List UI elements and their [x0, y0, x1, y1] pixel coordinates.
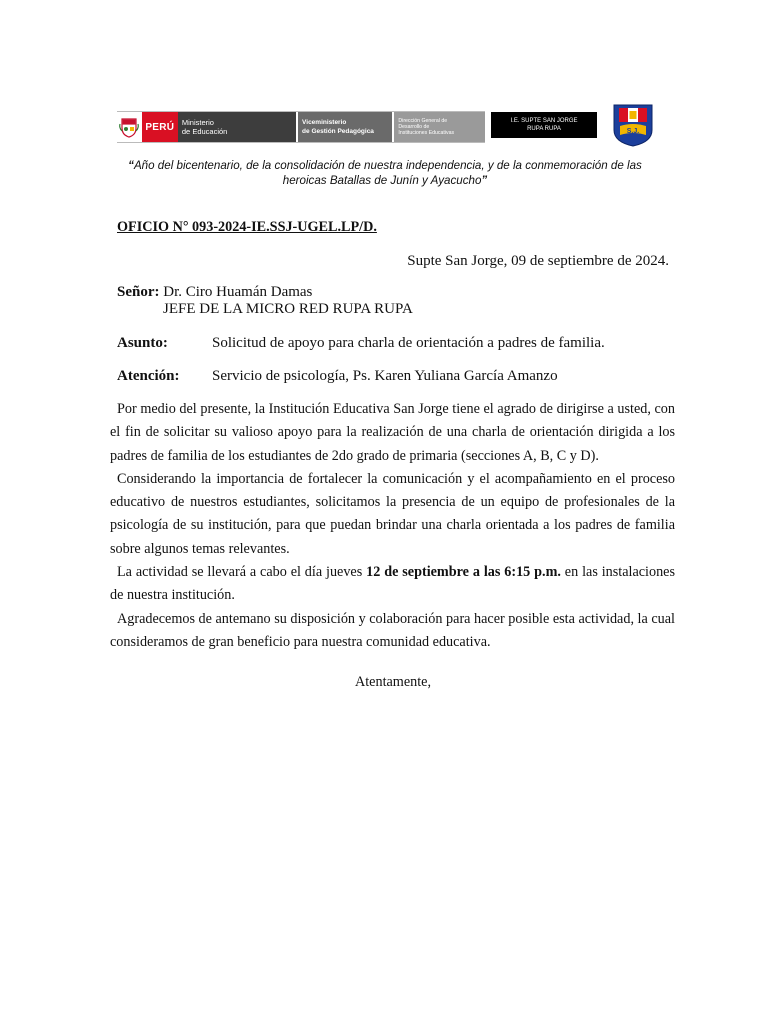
motto-close-quote: ”: [481, 174, 488, 187]
paragraph-3-a: La actividad se llevará a cabo el día jueves: [117, 564, 367, 581]
vice-line1: Viceministerio: [302, 119, 347, 126]
asunto-label: Asunto:: [117, 335, 168, 351]
direccion-line2: Desarrollo de: [398, 124, 430, 130]
crest-text: S.J.: [626, 128, 640, 135]
school-name-badge: [491, 112, 597, 138]
school-line2: RUPA RUPA: [527, 126, 561, 132]
attention-row: [117, 368, 558, 385]
viceministerio-label: [298, 112, 392, 142]
closing-salutation: Atentamente,: [354, 674, 432, 690]
oficio-number: OFICIO N° 093-2024-IE.SSJ-UGEL.LP/D.: [117, 219, 377, 235]
paragraph-2: Considerando la importancia de fortalecer la comunicación y el acompañamiento en el proceso educativo de nuestros estudiantes, solicitamos la presencia de un equipo de profesionales de la psicología de su institución, para que puedan brindar una charla orientada a los padres de familia sobre algunos temas relevantes.: [110, 470, 675, 557]
paragraph-4: Agradecemos de antemano su disposición y colaboración para hacer posible esta actividad, la cual consideramos de gran beneficio para nuestra comunidad educativa.: [110, 610, 675, 650]
paragraph-3: [110, 561, 675, 608]
school-crest-icon: [611, 102, 655, 148]
ministerio-line1: Ministerio: [181, 118, 214, 127]
paragraph-1: Por medio del presente, la Institución Educativa San Jorge tiene el agrado de dirigirse a usted, con el fin de solicitar su valioso apoyo para la realización de una charla de orientación dirigida a los padres de familia de los estudiantes de 2do grado de primaria (secciones A, B, C y D).: [110, 401, 675, 464]
direccion-label: [394, 112, 485, 142]
atencion-text: Servicio de psicología, Ps. Karen Yuliana García Amanzo: [212, 368, 558, 384]
senor-label: Señor:: [117, 284, 160, 300]
vice-line2: de Gestión Pedagógica: [302, 128, 374, 135]
motto-open-quote: “: [128, 159, 134, 172]
motto-text: Año del bicentenario, de la consolidación de nuestra independencia, y de la conmemoración de las heroicas Batallas de Junín y Ayacucho: [133, 159, 642, 187]
recipient-title: JEFE DE LA MICRO RED RUPA RUPA: [163, 301, 413, 317]
recipient-name: Dr. Ciro Huamán Damas: [159, 284, 313, 300]
direccion-line3: Instituciones Educativas: [398, 130, 455, 136]
peru-label: PERÚ: [142, 112, 178, 142]
school-line1: I.E. SUPTE SAN JORGE: [510, 118, 578, 124]
ministerio-label: [178, 112, 296, 142]
peru-coat-of-arms-icon: [117, 112, 142, 142]
direccion-line1: Dirección General de: [398, 118, 448, 124]
letter-body: [110, 398, 675, 654]
year-motto: [118, 158, 652, 188]
atencion-label: Atención:: [117, 368, 180, 384]
subject-row: [117, 335, 605, 352]
letter-date: Supte San Jorge, 09 de septiembre de 2024.: [407, 253, 669, 269]
event-date-time: 12 de septiembre a las 6:15 p.m.: [366, 564, 561, 581]
asunto-text: Solicitud de apoyo para charla de orientación a padres de familia.: [212, 335, 605, 351]
ministry-banner: [117, 111, 485, 143]
recipient-block: [117, 284, 413, 318]
ministerio-line2: de Educación: [181, 127, 228, 136]
paragraph-3-b: en las instalaciones de nuestra institución.: [110, 564, 675, 604]
